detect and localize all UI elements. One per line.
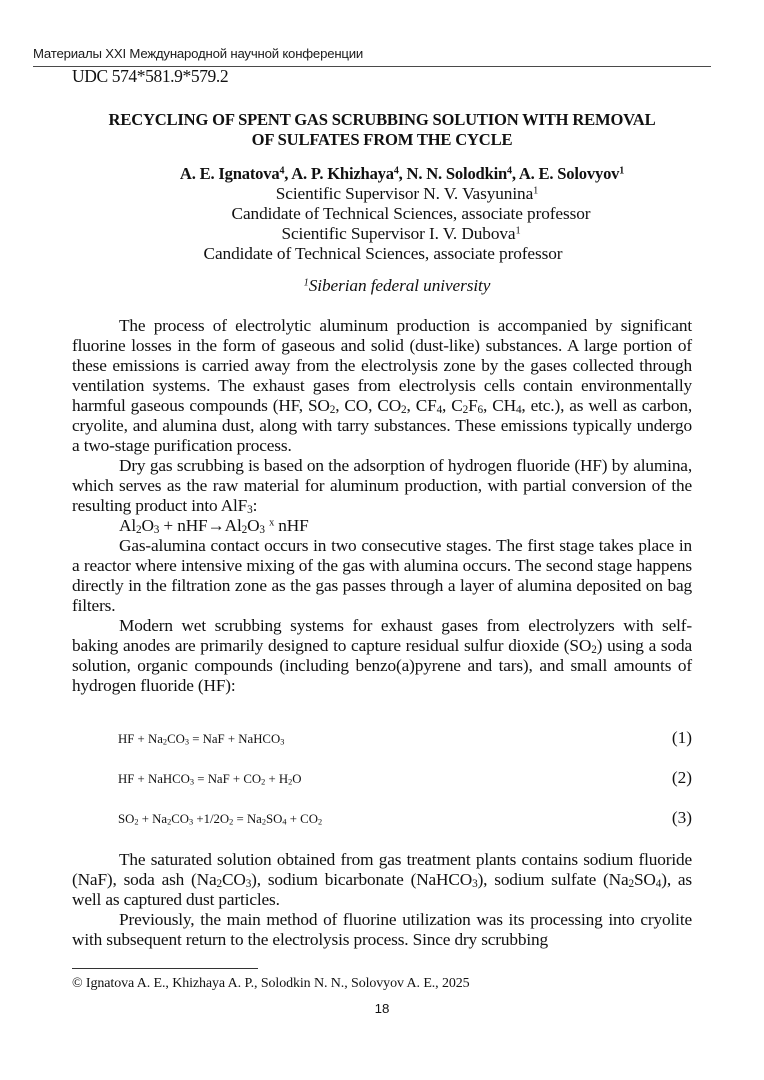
- author-affiliation-mark: 1: [619, 165, 625, 177]
- author-list: A. E. Ignatova$^4$, A. P. Khizhaya$^4$, N. N. Solodkin$^4$, A. E. Solovyov$^1$: [179, 164, 625, 183]
- paragraph-wet-scrubbing: Modern wet scrubbing systems for exhaust gases from electrolyzers with self-baking anodes are primarily designed to capture residual sulfur dioxide $(SO_2)$ using a soda solution, organic compounds (including benzo(a)pyrene and tars), and small amounts of hydrogen fluoride (HF):: [72, 616, 692, 695]
- copyright-footnote: © Ignatova A. E., Khizhaya A. P., Solodkin N. N., Solovyov A. E., 2025: [72, 976, 470, 991]
- footnote-divider: [72, 968, 258, 969]
- title-line-2: OF SULFATES FROM THE CYCLE: [251, 130, 513, 149]
- inline-reaction: $Al_2O_3 + nHF\to Al_2O_3$ $^x$ nHF: [119, 516, 309, 537]
- affiliation-name: Siberian federal university: [308, 276, 491, 295]
- author-name: N. N. Solodkin: [406, 164, 508, 183]
- affiliation-mark: 1: [303, 277, 309, 289]
- equation-number: (1): [671, 728, 692, 747]
- supervisor-name: Scientific Supervisor N. V. Vasyunina: [275, 184, 534, 203]
- author-affiliation-mark: 4: [507, 165, 512, 177]
- supervisor-degree: Candidate of Technical Sciences, associate professor: [203, 244, 563, 263]
- running-header: Материалы XXI Международной научной конференции: [33, 45, 711, 67]
- supervisor-line: [72, 184, 692, 204]
- supervisor-name: Scientific Supervisor I. V. Dubova: [281, 224, 516, 243]
- equation-3: $SO_2 + Na_2CO_3 +1/2O_2 = Na_2SO_4 + CO_2$ (3): [118, 808, 692, 827]
- supervisor-degree: Candidate of Technical Sciences, associate professor: [231, 204, 591, 223]
- paragraph-dry-scrubbing: Dry gas scrubbing is based on the adsorption of hydrogen fluoride (HF) by alumina, which serves as the raw material for aluminum production, with partial conversion of the resulting product into AlF$_3$:: [72, 456, 692, 517]
- paragraph-saturated-solution: The saturated solution obtained from gas treatment plants contains sodium fluoride (NaF), soda ash $(Na_2CO_3)$, sodium bicarbonate (NaHCO$_3$), sodium sulfate $(Na_2SO_4)$, as well as captured dust particles.: [72, 850, 693, 909]
- affiliation: [72, 276, 692, 296]
- supervisor-affiliation-mark: 1: [515, 225, 521, 237]
- author-affiliation-mark: 4: [393, 165, 399, 177]
- body-text-bottom: [72, 850, 692, 950]
- supervisor-line: [72, 224, 692, 244]
- paper-title: [72, 110, 692, 150]
- paragraph-intro: The process of electrolytic aluminum production is accompanied by significant fluorine losses in the form of gaseous and solid (dust-like) substances. A large portion of these emissions is carried away from the electrolysis zone by the gases collected through ventilation systems. The exhaust gases from electrolysis cells contain environmentally harmful gaseous compounds (HF, $SO_2$, CO, $CO_2$, $CF_4$, $C_2F_6$, $CH_4$, etc.), as well as carbon, cryolite, and alumina dust, along with tarry substances. These emissions typically undergo a two-stage purification process.: [72, 316, 692, 455]
- page-number: 18: [374, 1001, 390, 1016]
- author-name: A. P. Khizhaya: [291, 164, 394, 183]
- equation-number: (2): [671, 768, 692, 787]
- supervisor-affiliation-mark: 1: [533, 185, 539, 197]
- author-name: A. E. Ignatova: [179, 164, 280, 183]
- paragraph-fluorine-utilization: Previously, the main method of fluorine utilization was its processing into cryolite with subsequent return to the electrolysis process. Since dry scrubbing: [72, 910, 692, 949]
- title-line-1: RECYCLING OF SPENT GAS SCRUBBING SOLUTION WITH REMOVAL: [108, 110, 656, 129]
- author-name: A. E. Solovyov: [518, 164, 620, 183]
- equation-2: HF + NaHCO$_3$ = NaF + $CO_2 + H_2O$ (2): [118, 768, 692, 787]
- equation-number: (3): [671, 808, 692, 827]
- paragraph-gas-alumina-contact: Gas-alumina contact occurs in two consecutive stages. The first stage takes place in a reactor where intensive mixing of the gas with alumina occurs. The second stage happens directly in the filtration zone as the gas passes through a layer of alumina deposited on bag filters.: [72, 536, 692, 615]
- equation-1: HF + $Na_2CO_3$ = NaF + NaHCO$_3$ (1): [118, 728, 692, 747]
- udc-code: UDC 574*581.9*579.2: [72, 66, 229, 86]
- body-text-top: [72, 316, 692, 696]
- author-affiliation-mark: 4: [279, 165, 285, 177]
